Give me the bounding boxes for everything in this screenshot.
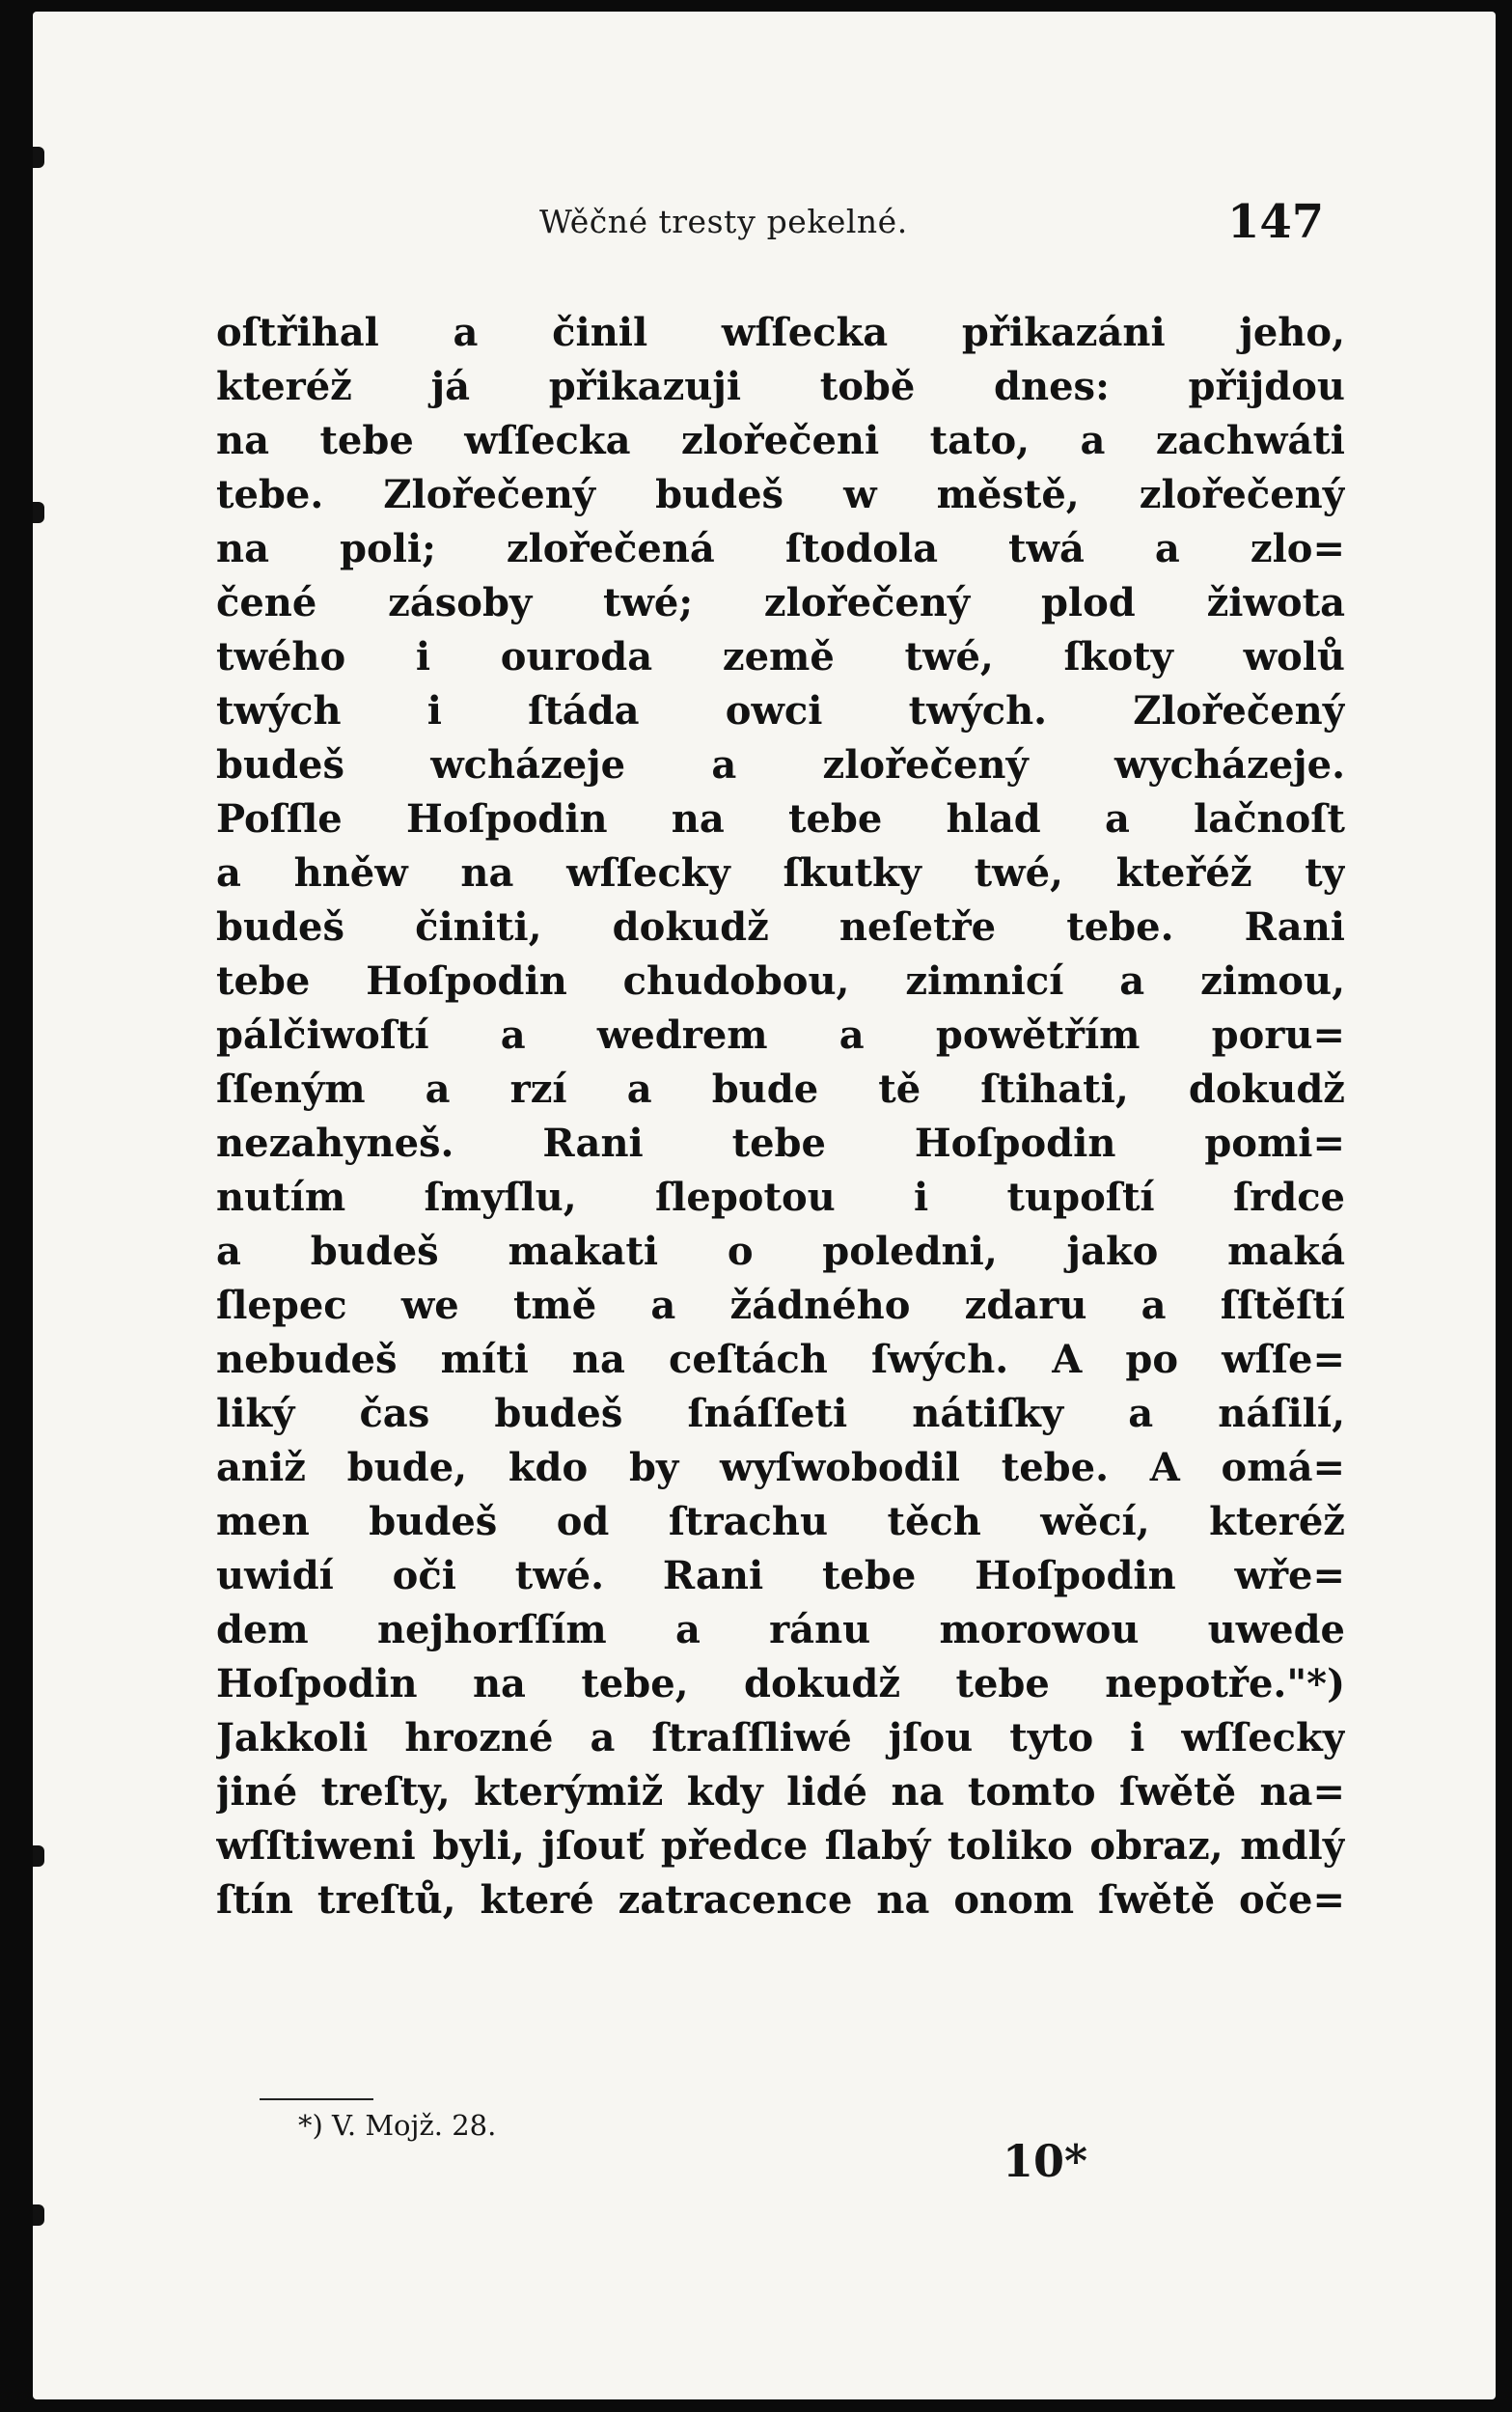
text-line: ſſeným a rzí a bude tě ſtihati, dokudž [216,1067,1345,1112]
text-line: nutím ſmyſlu, ſlepotou i tupoſtí ſrdce [216,1175,1345,1220]
running-title: Wěčné trestу pekelné. [539,203,908,240]
text-line: ſtín treſtů, které zatracence na onom ſwětě oče= [216,1877,1345,1923]
text-line: men budeš od ſtrachu těch wěcí, kteréž [216,1499,1345,1544]
text-line: Hoſpodin na tebe, dokudž tebe nepotře."*) [216,1661,1345,1706]
text-line: Jakkoli hrozné a ſtraſſliwé jſou tyto i wſſecky [216,1715,1345,1760]
text-line: a budeš makati o poledni, jako maká [216,1229,1345,1274]
text-line: nebudeš míti na ceſtách ſwých. A po wſſe= [216,1337,1345,1382]
binding-mark [33,2204,44,2226]
text-line: pálčiwoſtí a wedrem a powětřím poru= [216,1012,1345,1058]
footnote-rule [260,2098,373,2100]
book-page [33,12,1496,2399]
text-line: Poſſle Hoſpodin na tebe hlad a lačnoſt [216,796,1345,842]
text-line: wſſtiweni byli, jſouť předce ſlabý toliko obraz, mdlý [216,1823,1345,1869]
text-line: tebe Hoſpodin chudobou, zimnicí a zimou, [216,958,1345,1004]
text-line: jiné treſty, kterýmiž kdy lidé na tomto ſwětě na= [216,1769,1345,1815]
text-line: ſlepec we tmě a žádného zdaru a ſſtěſtí [216,1283,1345,1328]
text-line: kteréž já přikazuji tobě dnes: přijdou [216,364,1345,409]
text-line: oſtřihal a činil wſſecka přikazáni jeho, [216,310,1345,355]
text-line: budeš wcházeje a zlořečený wycházeje. [216,742,1345,788]
binding-mark [33,502,44,523]
text-line: nezahyneš. Rani tebe Hoſpodin pomi= [216,1121,1345,1166]
text-line: tebe. Zlořečený budeš w městě, zlořečený [216,472,1345,517]
text-line: uwidí oči twé. Rani tebe Hoſpodin wře= [216,1553,1345,1598]
text-line: dem nejhorſſím a ránu morowou uwede [216,1607,1345,1652]
text-line: twého i ouroda země twé, ſkoty wolů [216,634,1345,679]
text-line: budeš činiti, dokudž neſetře tebe. Rani [216,904,1345,950]
text-line: na tebe wſſecka zlořečeni tato, a zachwáti [216,418,1345,463]
body-text [216,306,1345,1927]
footnote: *) V. Mojž. 28. [298,2109,497,2142]
page-number: 147 [1227,195,1325,249]
text-line: na poli; zlořečená ſtodola twá a zlo= [216,526,1345,571]
text-line: čené zásoby twé; zlořečený plod žiwota [216,580,1345,625]
text-line: a hněw na wſſecky ſkutky twé, kteřéž ty [216,850,1345,896]
text-line: aniž bude, kdo by wyſwobodil tebe. A omá= [216,1445,1345,1490]
signature-mark: 10* [1003,2135,1088,2187]
text-line: liký čas budeš ſnáſſeti nátiſky a náſilí, [216,1391,1345,1436]
binding-mark [33,147,44,168]
binding-mark [33,1845,44,1867]
text-line: twých i ſtáda owci twých. Zlořečený [216,688,1345,734]
